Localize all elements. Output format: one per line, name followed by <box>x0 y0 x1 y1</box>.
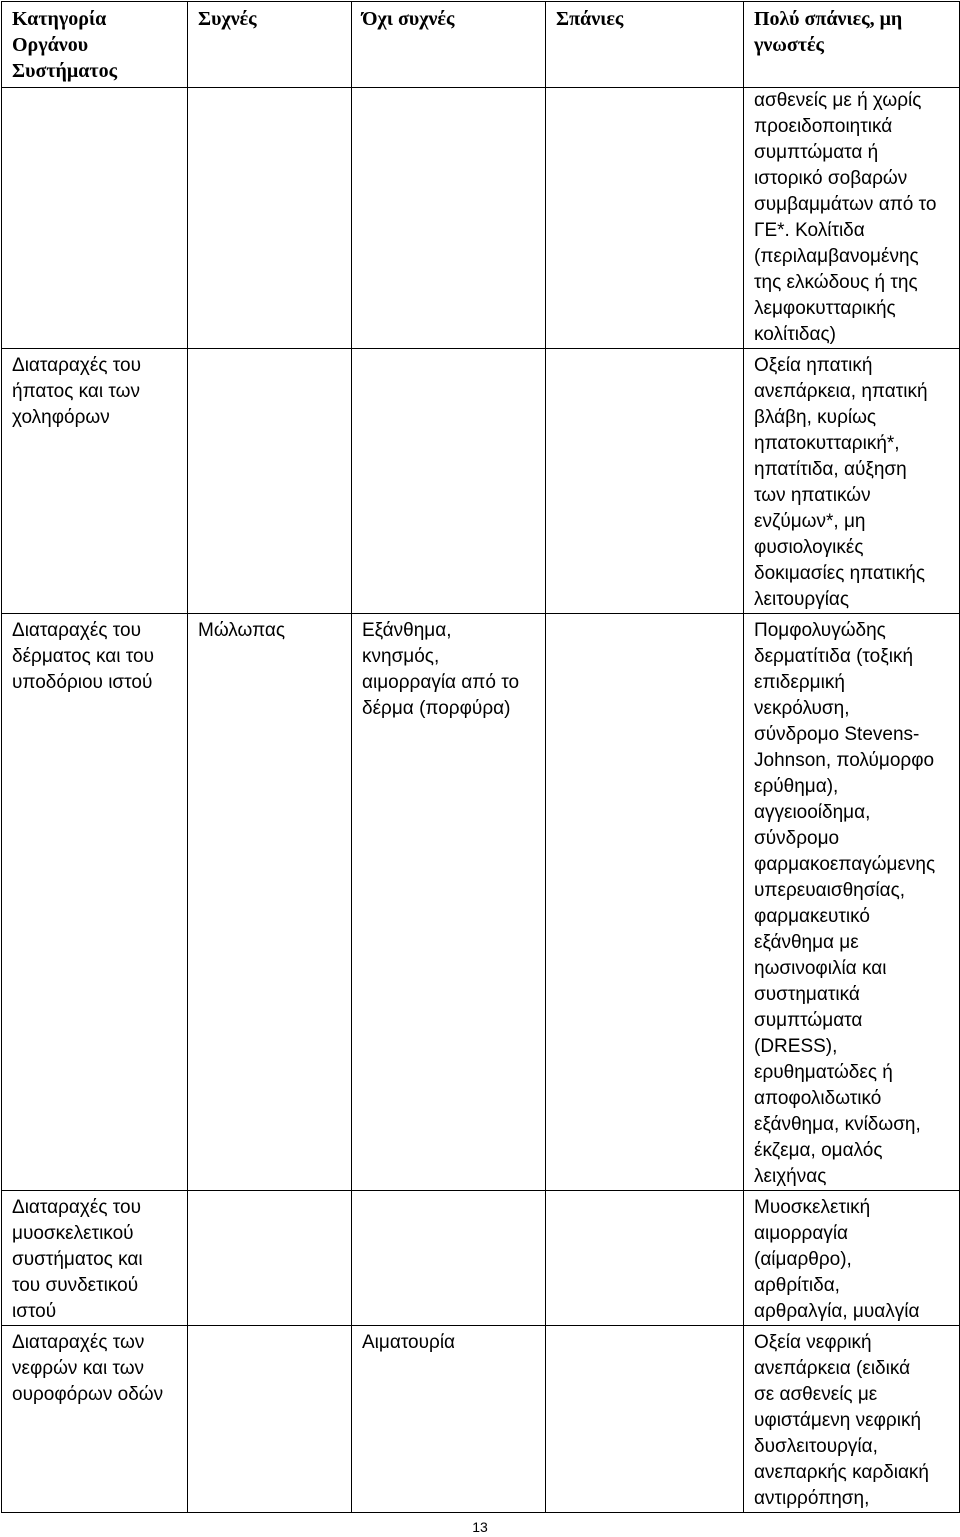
adverse-reactions-table <box>1 1 960 1513</box>
cell-common <box>188 349 352 614</box>
cell-rare <box>546 349 744 614</box>
table-row <box>2 88 960 349</box>
cell-category: Διαταραχές των νεφρών και των ουροφόρων οδών <box>2 1326 188 1513</box>
cell-uncommon <box>352 1191 546 1326</box>
header-very-rare: Πολύ σπάνιες, μη γνωστές <box>744 2 960 88</box>
cell-uncommon: Εξάνθημα, κνησμός, αιμορραγία από το δέρμα (πορφύρα) <box>352 614 546 1191</box>
cell-very-rare: Οξεία ηπατική ανεπάρκεια, ηπατική βλάβη, κυρίως ηπατοκυτταρική*, ηπατίτιδα, αύξηση των ηπατικών ενζύμων*, μη φυσιολογικές δοκιμασίες ηπατικής λειτουργίας <box>744 349 960 614</box>
cell-category: Διαταραχές του δέρματος και του υποδόριου ιστού <box>2 614 188 1191</box>
cell-category <box>2 88 188 349</box>
cell-rare <box>546 1191 744 1326</box>
cell-common: Μώλωπας <box>188 614 352 1191</box>
cell-rare <box>546 614 744 1191</box>
table-row <box>2 1191 960 1326</box>
header-rare: Σπάνιες <box>546 2 744 88</box>
cell-uncommon <box>352 88 546 349</box>
cell-rare <box>546 88 744 349</box>
table-row <box>2 614 960 1191</box>
cell-very-rare: Οξεία νεφρική ανεπάρκεια (ειδικά σε ασθενείς με υφιστάμενη νεφρική δυσλειτουργία, ανεπαρκής καρδιακή αντιρρόπηση, <box>744 1326 960 1513</box>
cell-very-rare: ασθενείς με ή χωρίς προειδοποιητικά συμπτώματα ή ιστορικό σοβαρών συμβαμμάτων από το ΓΕ*. Κολίτιδα (περιλαμβανομένης της ελκώδους ή της λεμφοκυτταρικής κολίτιδας) <box>744 88 960 349</box>
cell-uncommon: Αιματουρία <box>352 1326 546 1513</box>
cell-very-rare: Πομφολυγώδης δερματίτιδα (τοξική επιδερμική νεκρόλυση, σύνδρομο Stevens- Johnson, πολύμορφο ερύθημα), αγγειοοίδημα, σύνδρομο φαρμακοεπαγώμενης υπερευαισθησίας, φαρμακευτικό εξάνθημα με ηωσινοφιλία και συστηματικά συμπτώματα (DRESS), ερυθηματώδες ή αποφολιδωτικό εξάνθημα, κνίδωση, έκζεμα, ομαλός λειχήνας <box>744 614 960 1191</box>
cell-very-rare: Μυοσκελετική αιμορραγία (αίμαρθρο), αρθρίτιδα, αρθραλγία, μυαλγία <box>744 1191 960 1326</box>
cell-common <box>188 1326 352 1513</box>
page-number: 13 <box>472 1519 488 1535</box>
header-common: Συχνές <box>188 2 352 88</box>
table-header-row <box>2 2 960 88</box>
cell-common <box>188 1191 352 1326</box>
header-category: Κατηγορία Οργάνου Συστήματος <box>2 2 188 88</box>
cell-common <box>188 88 352 349</box>
cell-category: Διαταραχές του μυοσκελετικού συστήματος και του συνδετικού ιστού <box>2 1191 188 1326</box>
table-row <box>2 1326 960 1513</box>
header-uncommon: Όχι συχνές <box>352 2 546 88</box>
cell-rare <box>546 1326 744 1513</box>
table-row <box>2 349 960 614</box>
cell-uncommon <box>352 349 546 614</box>
cell-category: Διαταραχές του ήπατος και των χοληφόρων <box>2 349 188 614</box>
